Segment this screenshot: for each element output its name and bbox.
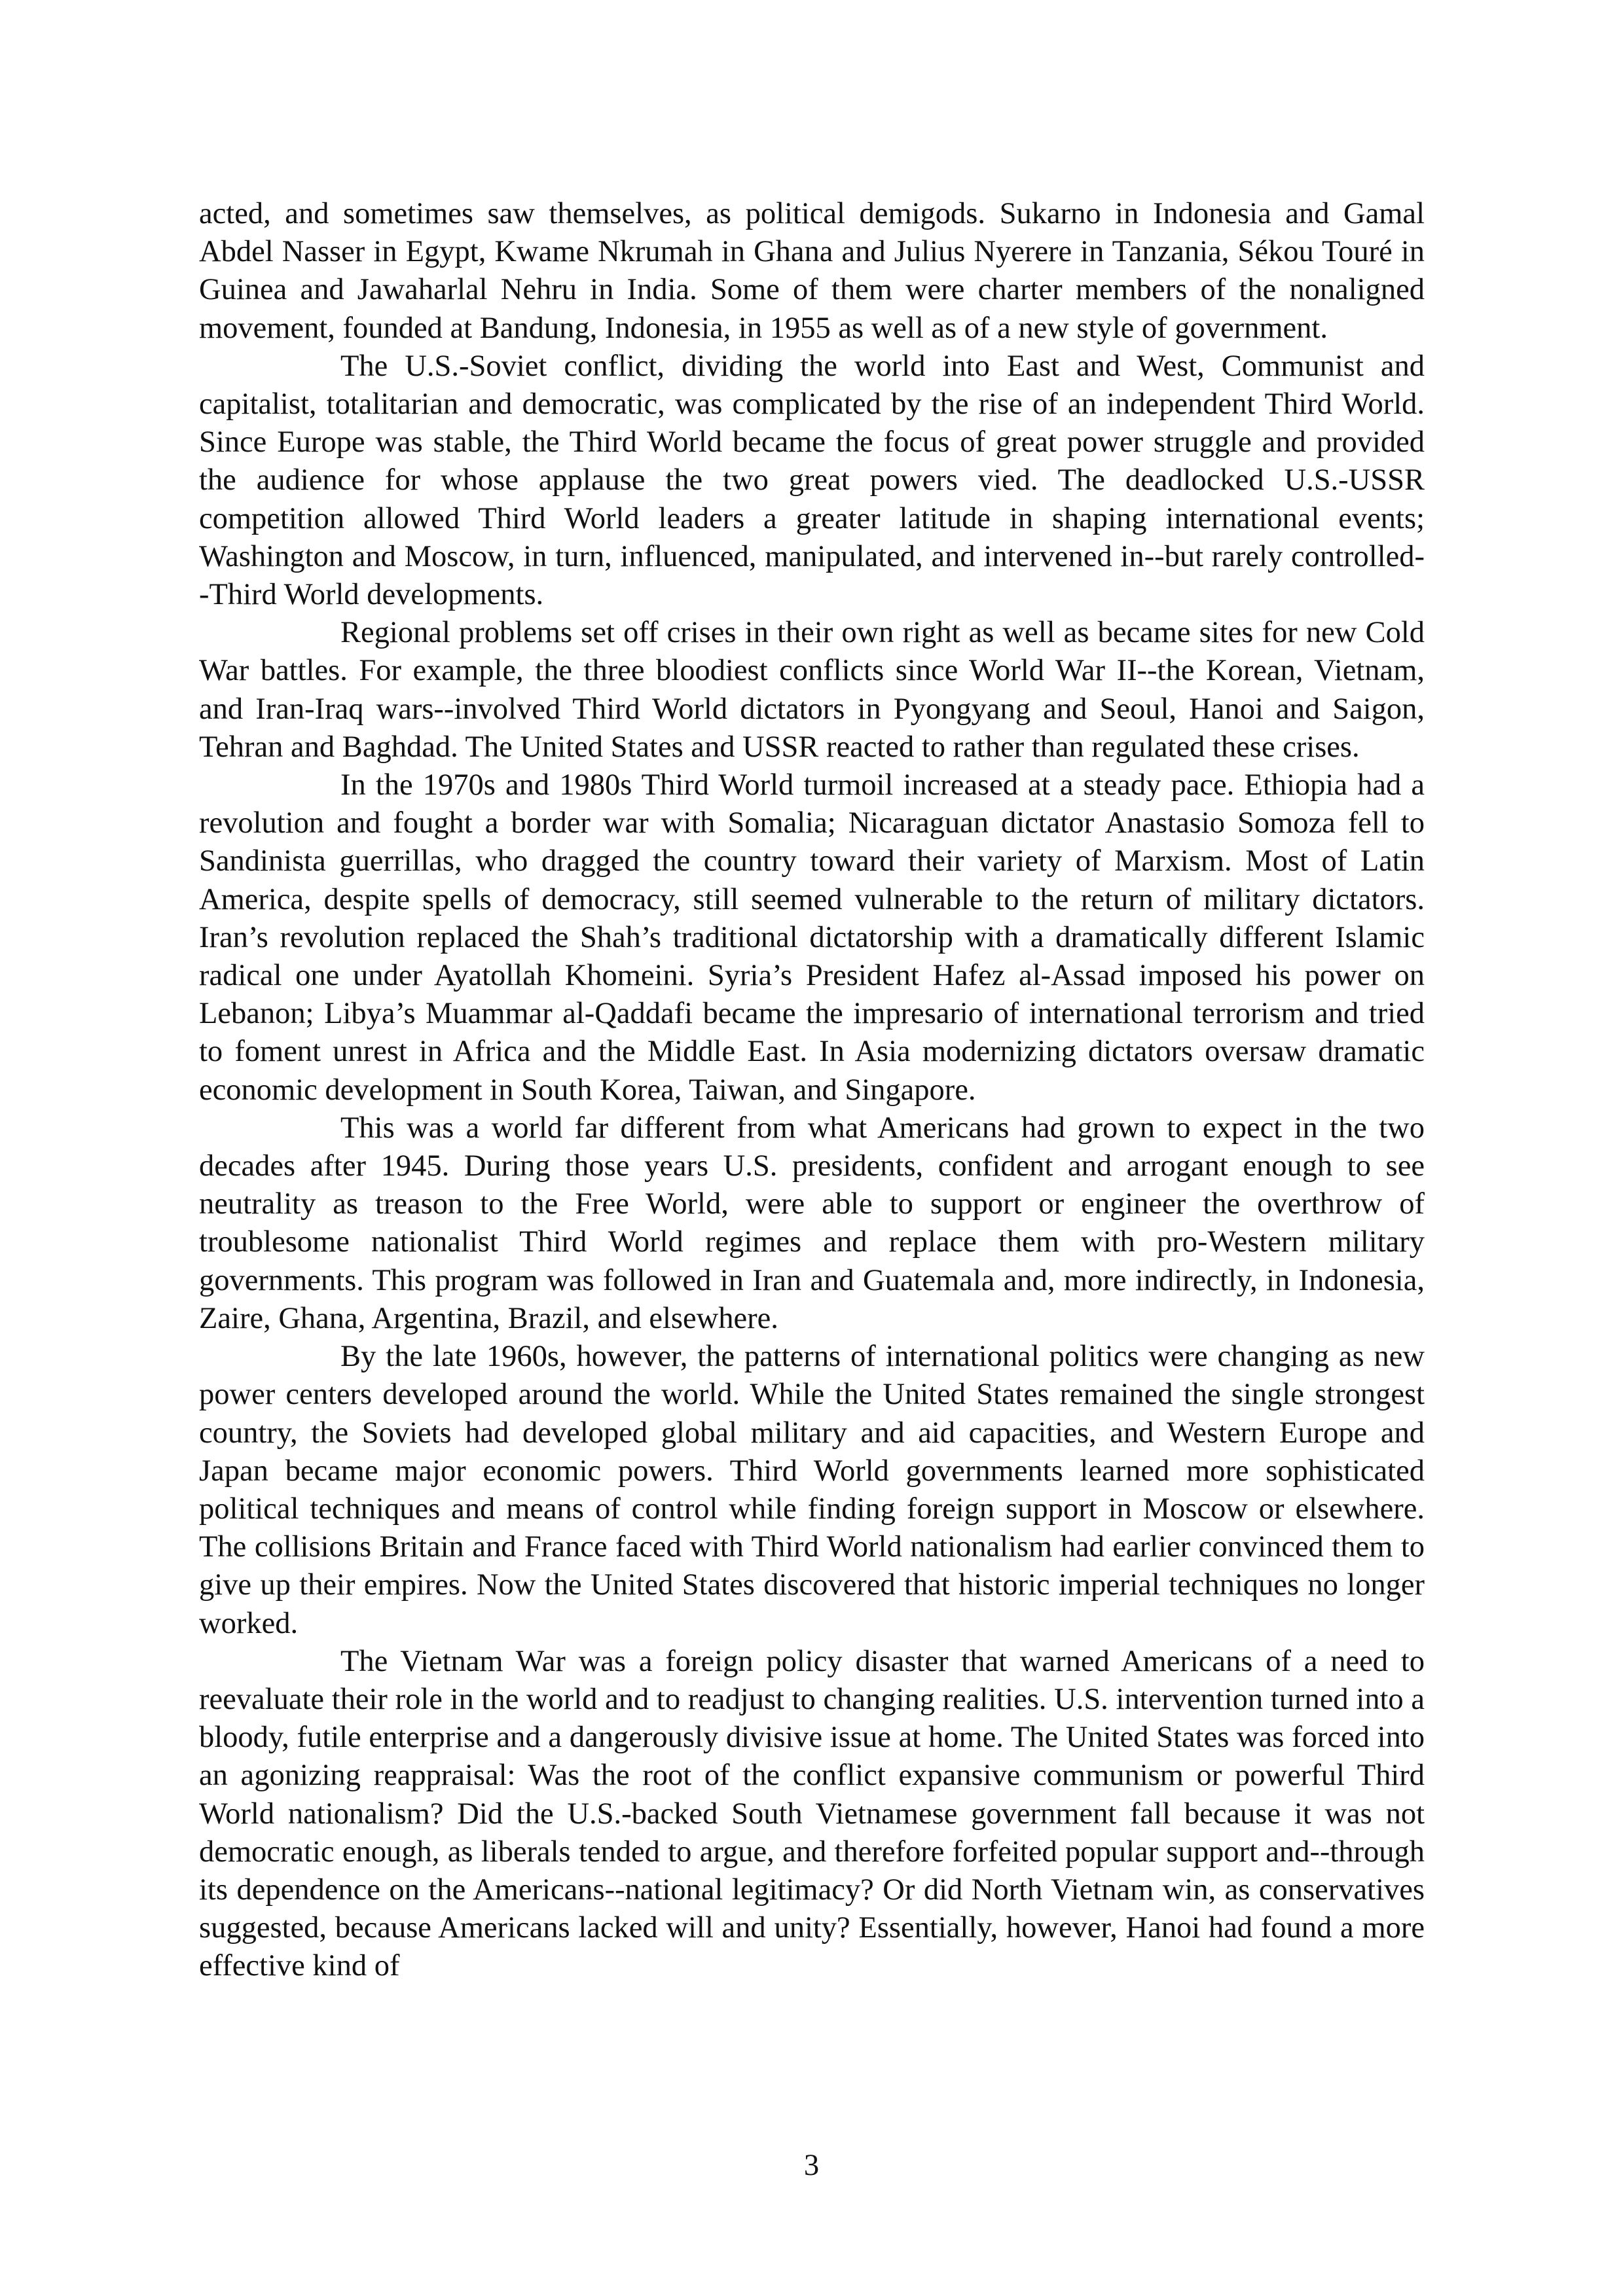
paragraph-regional-problems: Regional problems set off crises in their own right as well as became sites for new Cold War battles. For example, the three bloodiest conflicts since World War II--the Korean, Vietnam, and Iran-Iraq wars--involved Third World dictators in Pyongyang and Seoul, Hanoi and Saigon, Tehran and Baghdad. The United States and USSR reacted to rather than regulated these crises. [199, 616, 1425, 764]
paragraph-late-1960s: By the late 1960s, however, the patterns of international politics were changing as new power centers developed around the world. While the United States remained the single strongest country, the Soviets had developed global military and aid capacities, and Western Europe and Japan became major economic powers. Third World governments learned more sophisticated political techniques and means of control while finding foreign support in Moscow or elsewhere. The collisions Britain and France faced with Third World nationalism had earlier convinced them to give up their empires. Now the United States discovered that historic imperial techniques no longer worked. [199, 1340, 1425, 1640]
paragraph-us-soviet-conflict: The U.S.-Soviet conflict, dividing the world into East and West, Communist and capitalist, totalitarian and democratic, was complicated by the rise of an independent Third World. Since Europe was stable, the Third World became the focus of great power struggle and provided the audience for whose applause the two great powers vied. The deadlocked U.S.-USSR competition allowed Third World leaders a greater latitude in shaping international events; Washington and Moscow, in turn, influenced, manipulated, and intervened in--but rarely controlled--Third World developments. [199, 349, 1425, 612]
page-number: 3 [803, 2149, 820, 2182]
body-text [199, 195, 1425, 1986]
paragraph-continued: acted, and sometimes saw themselves, as political demigods. Sukarno in Indonesia and Gamal Abdel Nasser in Egypt, Kwame Nkrumah in Ghana and Julius Nyerere in Tanzania, Sékou Touré in Guinea and Jawaharlal Nehru in India. Some of them were charter members of the nonaligned movement, founded at Bandung, Indonesia, in 1955 as well as of a new style of government. [199, 197, 1425, 345]
paragraph-post-1945-world: This was a world far different from what Americans had grown to expect in the two decades after 1945. During those years U.S. presidents, confident and arrogant enough to see neutrality as treason to the Free World, were able to support or engineer the overthrow of troublesome nationalist Third World regimes and replace them with pro-Western military governments. This program was followed in Iran and Guatemala and, more indirectly, in Indonesia, Zaire, Ghana, Argentina, Brazil, and elsewhere. [199, 1111, 1425, 1335]
paragraph-third-world-turmoil: In the 1970s and 1980s Third World turmoil increased at a steady pace. Ethiopia had a revolution and fought a border war with Somalia; Nicaraguan dictator Anastasio Somoza fell to Sandinista guerrillas, who dragged the country toward their variety of Marxism. Most of Latin America, despite spells of democracy, still seemed vulnerable to the return of military dictators. Iran’s revolution replaced the Shah’s traditional dictatorship with a dramatically different Islamic radical one under Ayatollah Khomeini. Syria’s President Hafez al-Assad imposed his power on Lebanon; Libya’s Muammar al-Qaddafi became the impresario of international terrorism and tried to foment unrest in Africa and the Middle East. In Asia modernizing dictators oversaw dramatic economic development in South Korea, Taiwan, and Singapore. [199, 768, 1425, 1107]
paragraph-vietnam-war: The Vietnam War was a foreign policy disaster that warned Americans of a need to reevaluate their role in the world and to readjust to changing realities. U.S. intervention turned into a bloody, futile enterprise and a dangerously divisive issue at home. The United States was forced into an agonizing reappraisal: Was the root of the conflict expansive communism or powerful Third World nationalism? Did the U.S.-backed South Vietnamese government fall because it was not democratic enough, as liberals tended to argue, and therefore forfeited popular support and--through its dependence on the Americans--national legitimacy? Or did North Vietnam win, as conservatives suggested, because Americans lacked will and unity? Essentially, however, Hanoi had found a more effective kind of [199, 1644, 1425, 1983]
